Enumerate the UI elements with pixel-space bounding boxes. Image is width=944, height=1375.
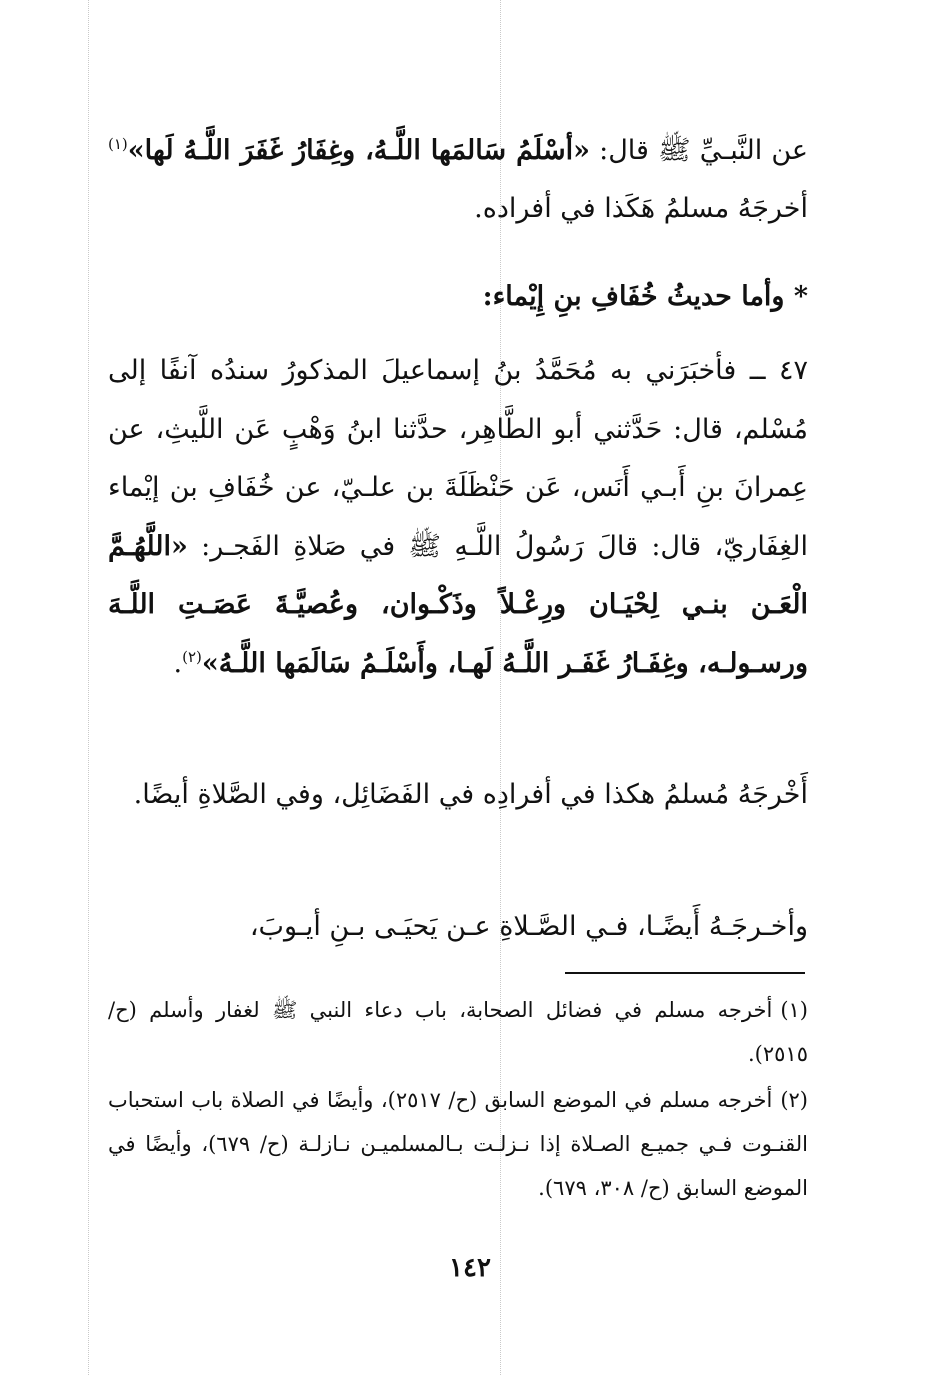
footnote-number: (١) <box>780 998 808 1022</box>
footnote-text: أخرجه مسلم في الموضع السابق (ح/ ٢٥١٧)، وأيضًا في الصلاة باب استحباب القنـوت فـي جميـع الصـلاة إذا نـزلـت بـالمسلميـن نـازلـة (ح/ ٦٧٩)، وأيضًا في الموضع السابق (ح/ ٣٠٨، ٦٧٩). <box>108 1088 808 1200</box>
footnotes <box>108 988 808 1210</box>
footnote-text: أخرجه مسلم في فضائل الصحابة، باب دعاء النبي ﷺ لغفار وأسلم (ح/ ٢٥١٥). <box>108 998 808 1066</box>
page-number: ١٤٢ <box>449 1253 491 1283</box>
paragraph-text: عن النَّبـيِّ ﷺ قال: <box>589 135 808 166</box>
paragraph-text: . <box>173 647 183 679</box>
footnote-ref-1[interactable]: (١) <box>108 135 128 153</box>
paragraph-text: ٤٧ ــ فأخبَرَني به مُحَمَّدُ بنُ إسماعيلَ المذكورُ سندُه آنفًا إلى مُسْلم، قال: حَدَّثني أبو الطَّاهِر، حدَّثنا ابنُ وَهْبٍ عَن اللَّيثِ، عن عِمرانَ بنِ أَبـي أَنَس، عَن حَنْظَلَةَ بن علـيّ، عن خُفَافِ بن إيْماء الغِفَاريّ، قال: قالَ رَسُولُ اللَّـهِ ﷺ في صَلاةِ الفَجـر: <box>108 355 808 562</box>
paragraph-hadith-aslam <box>108 122 808 238</box>
footnote-divider <box>565 972 805 974</box>
footnote-2 <box>108 1078 808 1210</box>
paragraph-text: أخرجَهُ مسلمُ هَكَذا في أفراده. <box>474 193 808 224</box>
paragraph-takhrij: أَخْرجَهُ مُسلمُ هكذا في أفرادِه في الفَضَائِل، وفي الصَّلاةِ أيضًا. <box>133 779 808 810</box>
paragraph-takhrij-2: وأخـرجَـهُ أَيضًـا، فـي الصَّـلاةِ عـن يَحيَـى بـنِ أيـوبَ، <box>249 911 808 942</box>
section-heading: * وأما حديثُ خُفَافِ بنِ إِيْماء: <box>482 281 808 312</box>
paragraph-hadith-47 <box>108 342 808 693</box>
hadith-quote: «اللَّهُـمَّ الْعَـن بنـي لِحْيَـان ورِعْـلاً وذَكْـوان، وعُصيَّـةَ عَصَـتِ اللَّـهَ ورسـولـه، وغِفَـارُ غَفَـر اللَّـهُ لَهـا، وأَسْلَـمُ سَالَمَها اللَّـهُ» <box>108 530 808 679</box>
footnote-number: (٢) <box>780 1088 808 1112</box>
scan-dotted-line <box>88 0 89 1375</box>
footnote-ref-2[interactable]: (٢) <box>182 647 202 666</box>
hadith-quote: «أسْلَمُ سَالمَها اللَّـهُ، وغِفَارُ غَفَرَ اللَّـهُ لَها» <box>127 135 590 166</box>
footnote-1 <box>108 988 808 1076</box>
